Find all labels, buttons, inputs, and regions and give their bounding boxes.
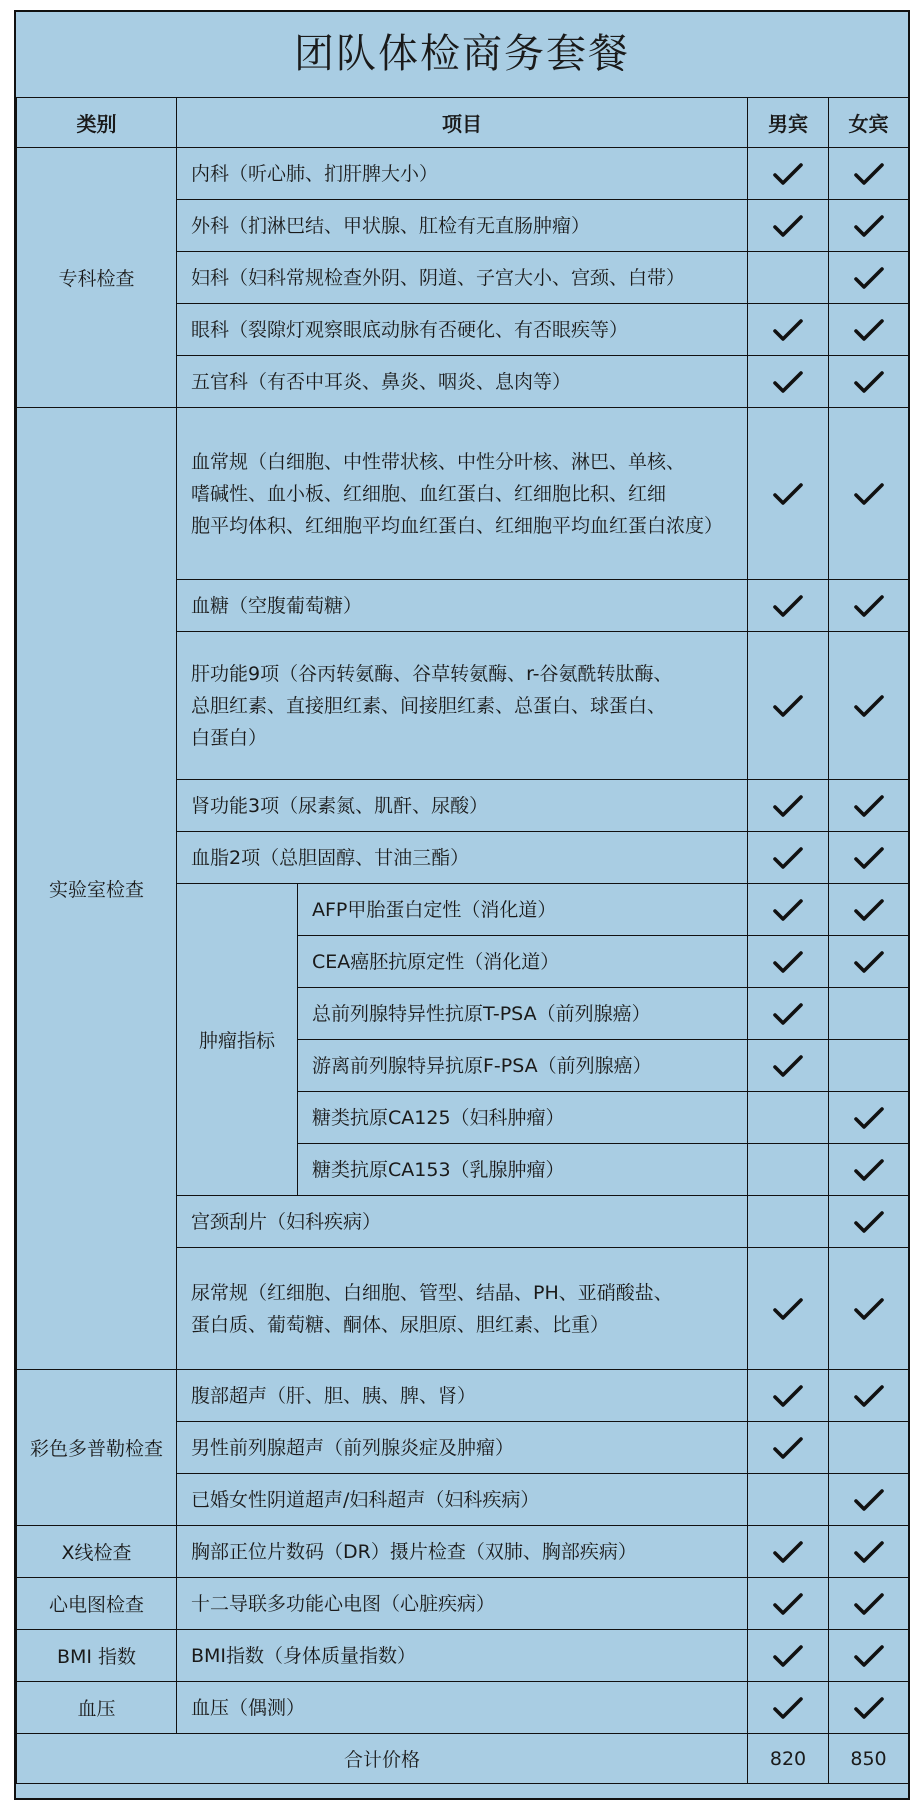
check-icon [772,949,804,975]
category-cell-specialist: 专科检查 [17,148,177,408]
male-mark-cell [748,252,829,304]
item-cell: CEA癌胚抗原定性（消化道） [298,936,748,988]
item-line: 肝功能9项（谷丙转氨酶、谷草转氨酶、r-谷氨酰转肽酶、 [191,662,673,685]
check-icon [772,1539,804,1565]
female-mark-cell [829,304,909,356]
item-cell: 血脂2项（总胆固醇、甘油三酯） [177,832,748,884]
check-icon [772,1695,804,1721]
male-mark-cell [748,148,829,200]
check-icon [772,1383,804,1409]
check-icon [772,481,804,507]
female-mark-cell [829,1526,909,1578]
check-icon [772,1435,804,1461]
female-mark-cell [829,1474,909,1526]
category-cell-lab: 实验室检查 [17,408,177,1370]
header-item: 项目 [177,98,748,148]
item-cell: BMI指数（身体质量指数） [177,1630,748,1682]
male-mark-cell [748,200,829,252]
check-icon [772,693,804,719]
female-mark-cell [829,1578,909,1630]
female-mark-cell [829,1092,909,1144]
check-icon [772,1296,804,1322]
item-line: 白蛋白） [191,726,268,749]
item-cell [177,1248,748,1370]
category-cell-bp: 血压 [17,1682,177,1734]
female-mark-cell [829,1422,909,1474]
check-icon [853,1209,885,1235]
item-line: 总胆红素、直接胆红素、间接胆红素、总蛋白、球蛋白、 [191,694,667,717]
male-mark-cell [748,780,829,832]
check-icon [772,369,804,395]
check-icon [853,213,885,239]
table-row [17,1682,909,1734]
item-cell: 腹部超声（肝、胆、胰、脾、肾） [177,1370,748,1422]
check-icon [853,1487,885,1513]
table-row [17,408,909,580]
table-row [17,148,909,200]
female-mark-cell [829,1196,909,1248]
male-mark-cell [748,1144,829,1196]
check-icon [772,1053,804,1079]
item-cell: 已婚女性阴道超声/妇科超声（妇科疾病） [177,1474,748,1526]
female-mark-cell [829,1370,909,1422]
check-icon [853,161,885,187]
female-mark-cell [829,1630,909,1682]
check-icon [772,213,804,239]
page-title: 团队体检商务套餐 [294,31,630,77]
female-mark-cell [829,632,909,780]
female-mark-cell [829,252,909,304]
table-row [17,1526,909,1578]
female-mark-cell [829,832,909,884]
item-cell: 糖类抗原CA153（乳腺肿瘤） [298,1144,748,1196]
female-mark-cell [829,408,909,580]
check-icon [853,593,885,619]
check-icon [853,1643,885,1669]
check-icon [772,1643,804,1669]
item-cell: 游离前列腺特异抗原F-PSA（前列腺癌） [298,1040,748,1092]
check-icon [853,1591,885,1617]
female-mark-cell [829,580,909,632]
check-icon [853,1695,885,1721]
item-line: 嗜碱性、血小板、红细胞、血红蛋白、红细胞比积、红细 [191,482,667,505]
header-category: 类别 [17,98,177,148]
header-male: 男宾 [748,98,829,148]
header-row [17,98,909,148]
category-cell-ecg: 心电图检查 [17,1578,177,1630]
female-mark-cell [829,1144,909,1196]
male-mark-cell [748,884,829,936]
check-icon [853,793,885,819]
check-icon [853,845,885,871]
item-line: 胞平均体积、红细胞平均血红蛋白、红细胞平均血红蛋白浓度） [191,514,724,537]
male-mark-cell [748,1578,829,1630]
item-cell: 胸部正位片数码（DR）摄片检查（双肺、胸部疾病） [177,1526,748,1578]
item-cell: 妇科（妇科常规检查外阴、阴道、子宫大小、宫颈、白带） [177,252,748,304]
check-icon [853,1105,885,1131]
check-icon [772,317,804,343]
item-cell [177,408,748,580]
total-label: 合计价格 [17,1734,748,1784]
female-mark-cell [829,780,909,832]
package-sheet [14,10,910,1800]
female-mark-cell [829,988,909,1040]
female-mark-cell [829,1040,909,1092]
category-cell-doppler: 彩色多普勒检查 [17,1370,177,1526]
item-cell: 男性前列腺超声（前列腺炎症及肿瘤） [177,1422,748,1474]
subcategory-cell-tumor: 肿瘤指标 [177,884,298,1196]
male-mark-cell [748,356,829,408]
category-cell-xray: X线检查 [17,1526,177,1578]
male-mark-cell [748,408,829,580]
check-icon [772,1591,804,1617]
category-cell-bmi: BMI 指数 [17,1630,177,1682]
female-mark-cell [829,1248,909,1370]
female-mark-cell [829,936,909,988]
check-icon [772,1001,804,1027]
table-row [17,1578,909,1630]
female-price: 850 [829,1734,909,1784]
male-mark-cell [748,304,829,356]
male-mark-cell [748,1248,829,1370]
female-mark-cell [829,148,909,200]
table-row [17,1370,909,1422]
item-cell: 内科（听心肺、扪肝脾大小） [177,148,748,200]
female-mark-cell [829,884,909,936]
total-row [17,1734,909,1784]
check-icon [853,1383,885,1409]
male-mark-cell [748,936,829,988]
check-icon [853,949,885,975]
check-icon [853,1539,885,1565]
male-mark-cell [748,1422,829,1474]
item-cell: 糖类抗原CA125（妇科肿瘤） [298,1092,748,1144]
item-cell [177,632,748,780]
table-row [17,1630,909,1682]
exam-table-body [17,98,909,1784]
male-mark-cell [748,1040,829,1092]
male-mark-cell [748,632,829,780]
male-mark-cell [748,1630,829,1682]
item-cell: 外科（扪淋巴结、甲状腺、肛检有无直肠肿瘤） [177,200,748,252]
check-icon [853,1296,885,1322]
item-cell: 五官科（有否中耳炎、鼻炎、咽炎、息肉等） [177,356,748,408]
item-cell: 十二导联多功能心电图（心脏疾病） [177,1578,748,1630]
item-cell: 眼科（裂隙灯观察眼底动脉有否硬化、有否眼疾等） [177,304,748,356]
male-mark-cell [748,1370,829,1422]
male-mark-cell [748,1682,829,1734]
male-mark-cell [748,988,829,1040]
male-mark-cell [748,832,829,884]
check-icon [853,1157,885,1183]
check-icon [772,593,804,619]
check-icon [853,369,885,395]
item-cell: 血糖（空腹葡萄糖） [177,580,748,632]
female-mark-cell [829,1682,909,1734]
check-icon [772,793,804,819]
check-icon [772,897,804,923]
male-mark-cell [748,580,829,632]
male-price: 820 [748,1734,829,1784]
check-icon [772,161,804,187]
item-line: 蛋白质、葡萄糖、酮体、尿胆原、胆红素、比重） [191,1313,610,1336]
female-mark-cell [829,356,909,408]
check-icon [853,265,885,291]
item-line: 尿常规（红细胞、白细胞、管型、结晶、PH、亚硝酸盐、 [191,1281,673,1304]
check-icon [853,481,885,507]
male-mark-cell [748,1526,829,1578]
check-icon [853,693,885,719]
item-cell: 总前列腺特异性抗原T-PSA（前列腺癌） [298,988,748,1040]
item-cell: 宫颈刮片（妇科疾病） [177,1196,748,1248]
male-mark-cell [748,1196,829,1248]
check-icon [772,845,804,871]
item-line: 血常规（白细胞、中性带状核、中性分叶核、淋巴、单核、 [191,450,686,473]
item-cell: 血压（偶测） [177,1682,748,1734]
check-icon [853,897,885,923]
male-mark-cell [748,1092,829,1144]
item-cell: AFP甲胎蛋白定性（消化道） [298,884,748,936]
exam-table [16,97,909,1784]
check-icon [853,317,885,343]
male-mark-cell [748,1474,829,1526]
item-cell: 肾功能3项（尿素氮、肌酐、尿酸） [177,780,748,832]
female-mark-cell [829,200,909,252]
header-female: 女宾 [829,98,909,148]
